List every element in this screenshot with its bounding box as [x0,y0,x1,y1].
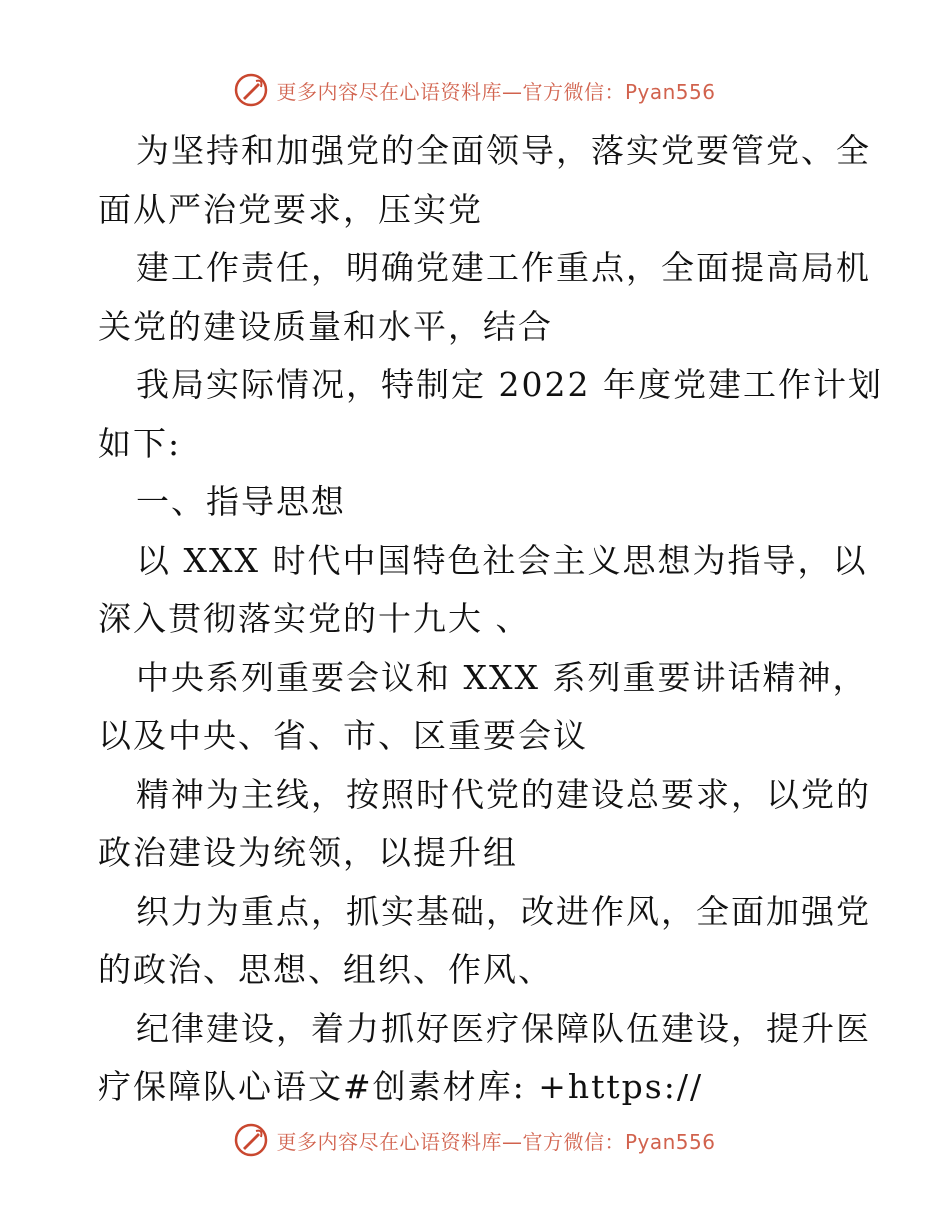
text-line: 的政治、思想、组织、作风、 [98,950,553,989]
text-line: 关党的建设质量和水平，结合 [98,306,553,346]
text-line: 建工作责任，明确党建工作重点，全面提高局机 [136,248,871,287]
text-line: 疗保障队心语文#创素材库: +https:// [98,1067,704,1106]
text-line: 织力为重点，抓实基础，改进作风，全面加强党 [136,891,871,931]
text-line: 一、指导思想 [136,482,346,521]
watermark-header [0,70,950,110]
text-line: 精神为主线，按照时代党的建设总要求，以党的 [136,774,871,814]
watermark-text: 更多内容尽在心语资料库—官方微信：Pyan556 [276,1129,716,1154]
text-line: 如下: [98,423,182,463]
text-line: 以 XXX 时代中国特色社会主义思想为指导，以 [136,540,868,580]
quill-logo-icon [234,73,268,107]
text-line: 纪律建设，着力抓好医疗保障队伍建设，提升医 [136,1008,871,1048]
text-line: 深入贯彻落实党的十九大 、 [98,599,531,638]
text-line: 我局实际情况，特制定 2022 年度党建工作计划 [136,365,883,404]
text-line: 以及中央、省、市、区重要会议 [98,716,588,755]
text-line: 面从严治党要求，压实党 [98,189,483,229]
text-line: 政治建设为统领，以提升组 [98,833,518,872]
text-line: 为坚持和加强党的全面领导，落实党要管党、全 [136,131,871,170]
watermark-footer [0,1120,950,1160]
text-line: 中央系列重要会议和 XXX 系列重要讲话精神， [136,657,868,697]
quill-logo-icon [234,1123,268,1157]
watermark-text: 更多内容尽在心语资料库—官方微信：Pyan556 [276,79,716,104]
document-body [98,122,883,1117]
